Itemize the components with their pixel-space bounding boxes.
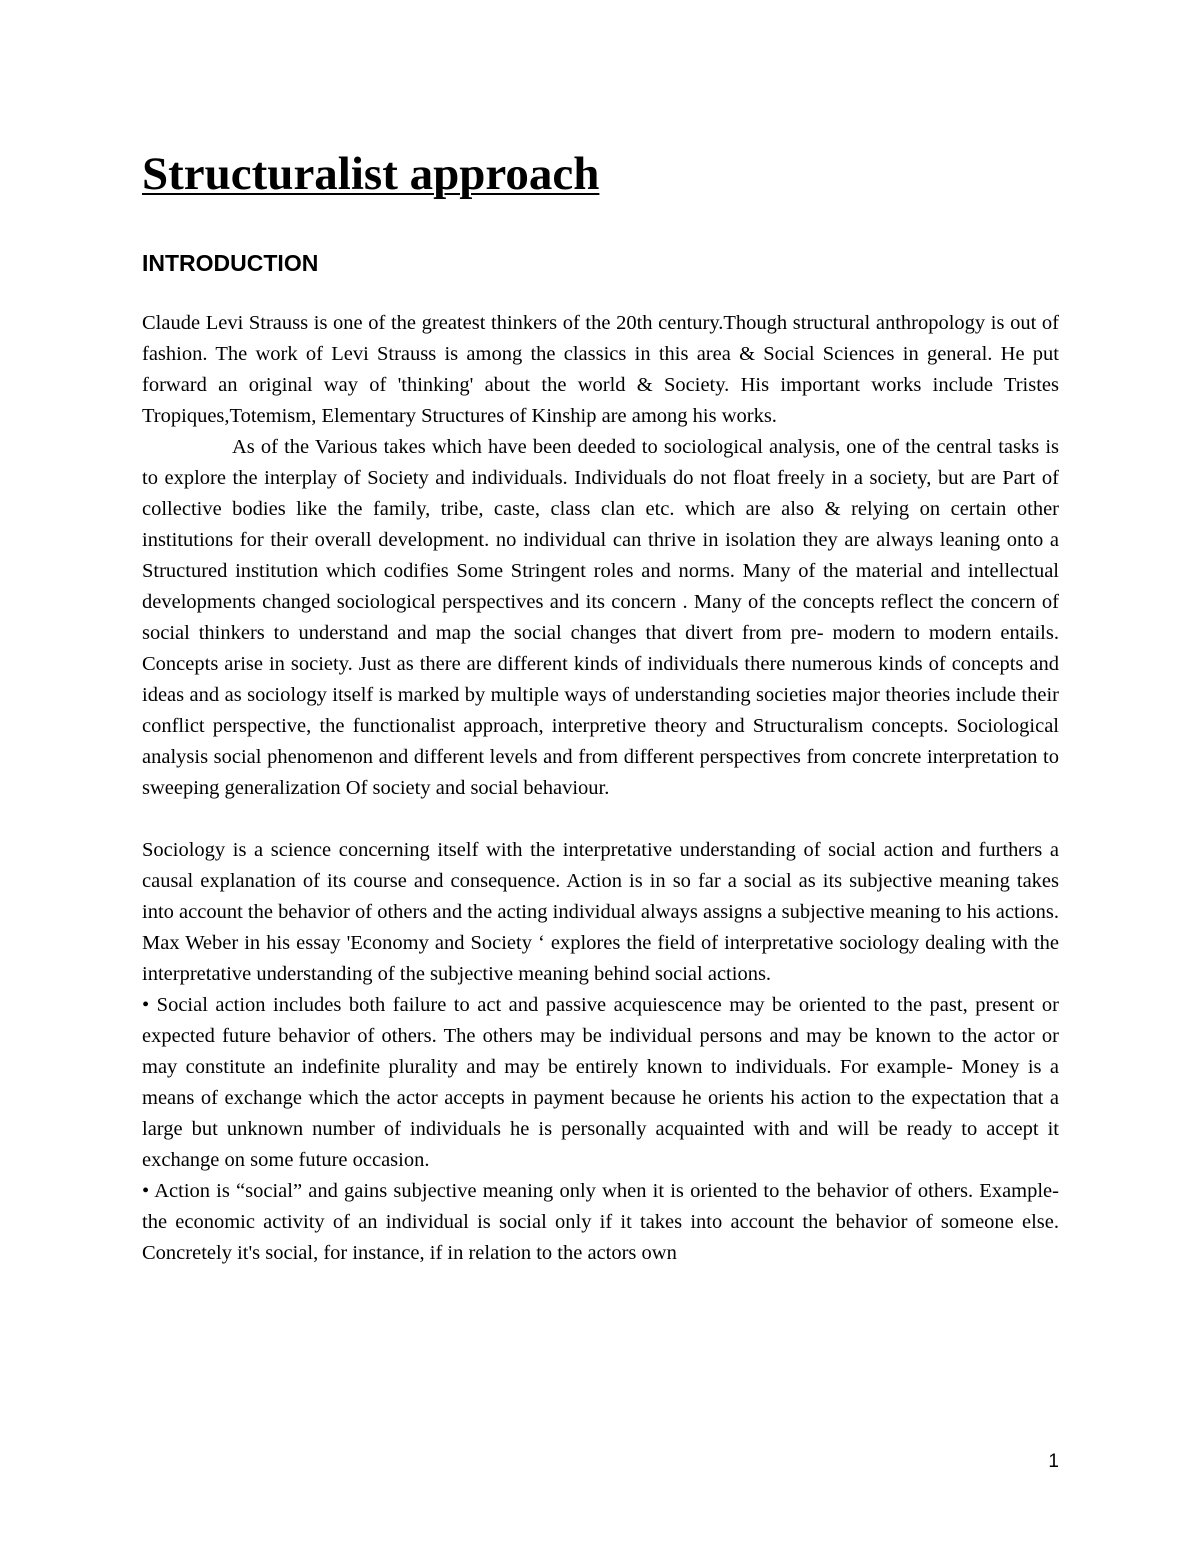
paragraph-levi-strauss: Claude Levi Strauss is one of the greatest thinkers of the 20th century.Though structural anthropology is out of fashion. The work of Levi Strauss is among the classics in this area & Social Sciences in general. He put forward an original way of 'thinking' about the world & Society. His important works include Tristes Tropiques,Totemism, Elementary Structures of Kinship are among his works.: [142, 312, 1059, 427]
document-body: [142, 308, 1059, 1269]
bullet-social-action: • Social action includes both failure to act and passive acquiescence may be oriented to the past, present or expected future behavior of others. The others may be individual persons and may be known to the actor or may constitute an indefinite plurality and may be entirely known to individuals. For example- Money is a means of exchange which the actor accepts in payment because he orients his action to the expectation that a large but unknown number of individuals he is personally acquainted with and will be ready to accept it exchange on some future occasion.: [142, 994, 1059, 1171]
bullet-action-social: • Action is “social” and gains subjective meaning only when it is oriented to the behavior of others. Example- the economic activity of an individual is social only if it takes into account the behavior of someone else. Concretely it's social, for instance, if in relation to the actors own: [142, 1180, 1059, 1264]
page-number: 1: [1048, 1451, 1059, 1472]
paragraph-society-individuals: As of the Various takes which have been deeded to sociological analysis, one of the central tasks is to explore the interplay of Society and individuals. Individuals do not float freely in a society, but are Part of collective bodies like the family, tribe, caste, class clan etc. which are also & relying on certain other institutions for their overall development. no individual can thrive in isolation they are always leaning onto a Structured institution which codifies Some Stringent roles and norms. Many of the material and intellectual developments changed sociological perspectives and its concern . Many of the concepts reflect the concern of social thinkers to understand and map the social changes that divert from pre- modern to modern entails. Concepts arise in society. Just as there are different kinds of individuals there numerous kinds of concepts and ideas and as sociology itself is marked by multiple ways of understanding societies major theories include their conflict perspective, the functionalist approach, interpretive theory and Structuralism concepts. Sociological analysis social phenomenon and different levels and from different perspectives from concrete interpretation to sweeping generalization Of society and social behaviour.: [142, 436, 1059, 799]
paragraph-sociology-science: Sociology is a science concerning itself with the interpretative understanding of social action and furthers a causal explanation of its course and consequence. Action is in so far a social as its subjective meaning takes into account the behavior of others and the acting individual always assigns a subjective meaning to his actions. Max Weber in his essay 'Economy and Society ‘ explores the field of interpretative sociology dealing with the interpretative understanding of the subjective meaning behind social actions.: [142, 839, 1059, 985]
document-title: Structuralist approach: [142, 148, 600, 200]
section-heading-introduction: INTRODUCTION: [142, 250, 319, 276]
